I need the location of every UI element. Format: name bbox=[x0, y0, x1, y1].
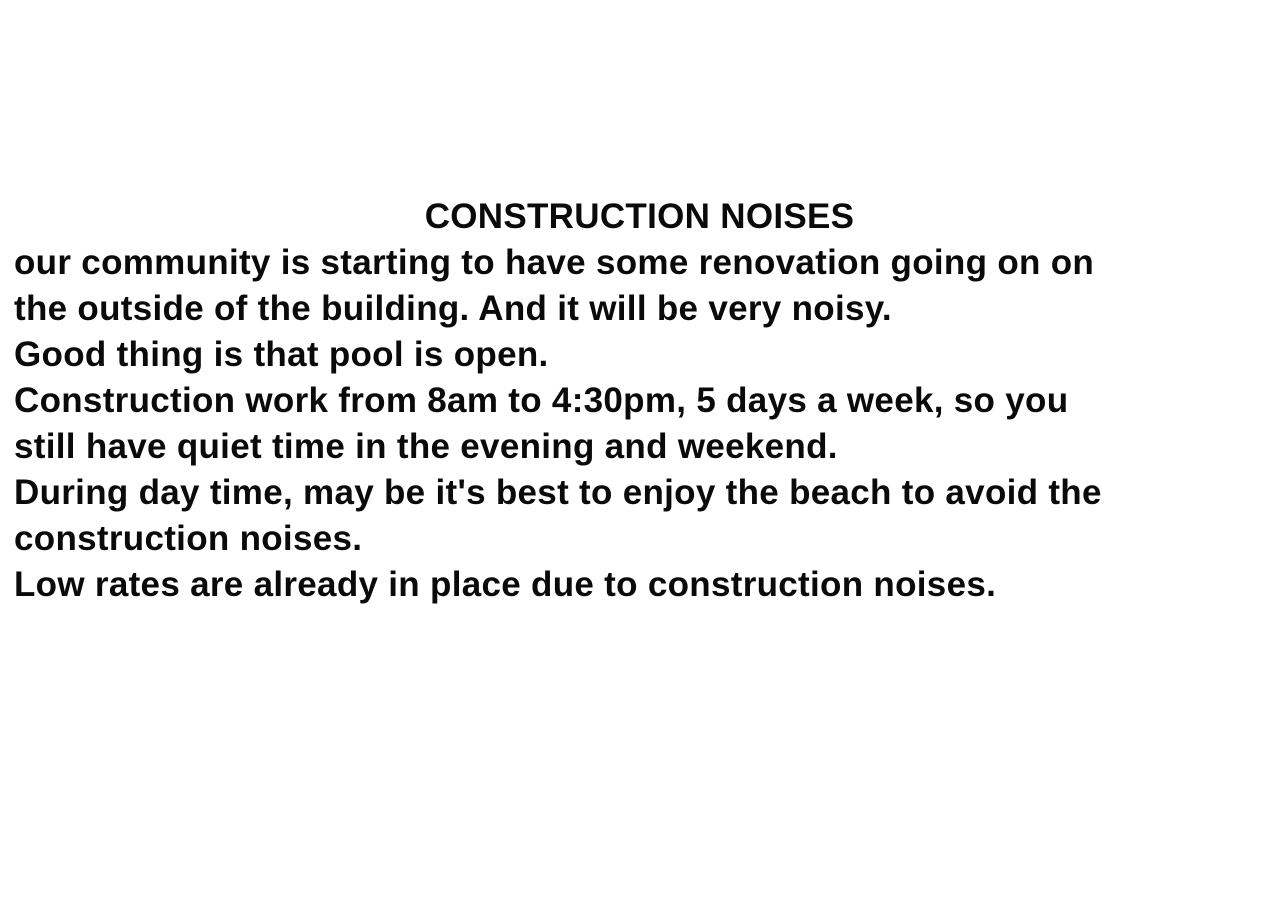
notice-line-8: Low rates are already in place due to construction noises. bbox=[14, 565, 997, 604]
notice-line-6: During day time, may be it's best to enjoy the beach to avoid the bbox=[14, 473, 1102, 512]
notice-line-2: the outside of the building. And it will be very noisy. bbox=[14, 289, 892, 328]
notice-line-4: Construction work from 8am to 4:30pm, 5 days a week, so you bbox=[14, 381, 1069, 420]
notice-line-5: still have quiet time in the evening and weekend. bbox=[14, 427, 838, 466]
notice-line-7: construction noises. bbox=[14, 519, 363, 558]
notice-line-1: our community is starting to have some renovation going on on bbox=[14, 243, 1095, 282]
notice-line-3: Good thing is that pool is open. bbox=[14, 335, 549, 374]
notice-title: CONSTRUCTION NOISES bbox=[424, 197, 855, 236]
